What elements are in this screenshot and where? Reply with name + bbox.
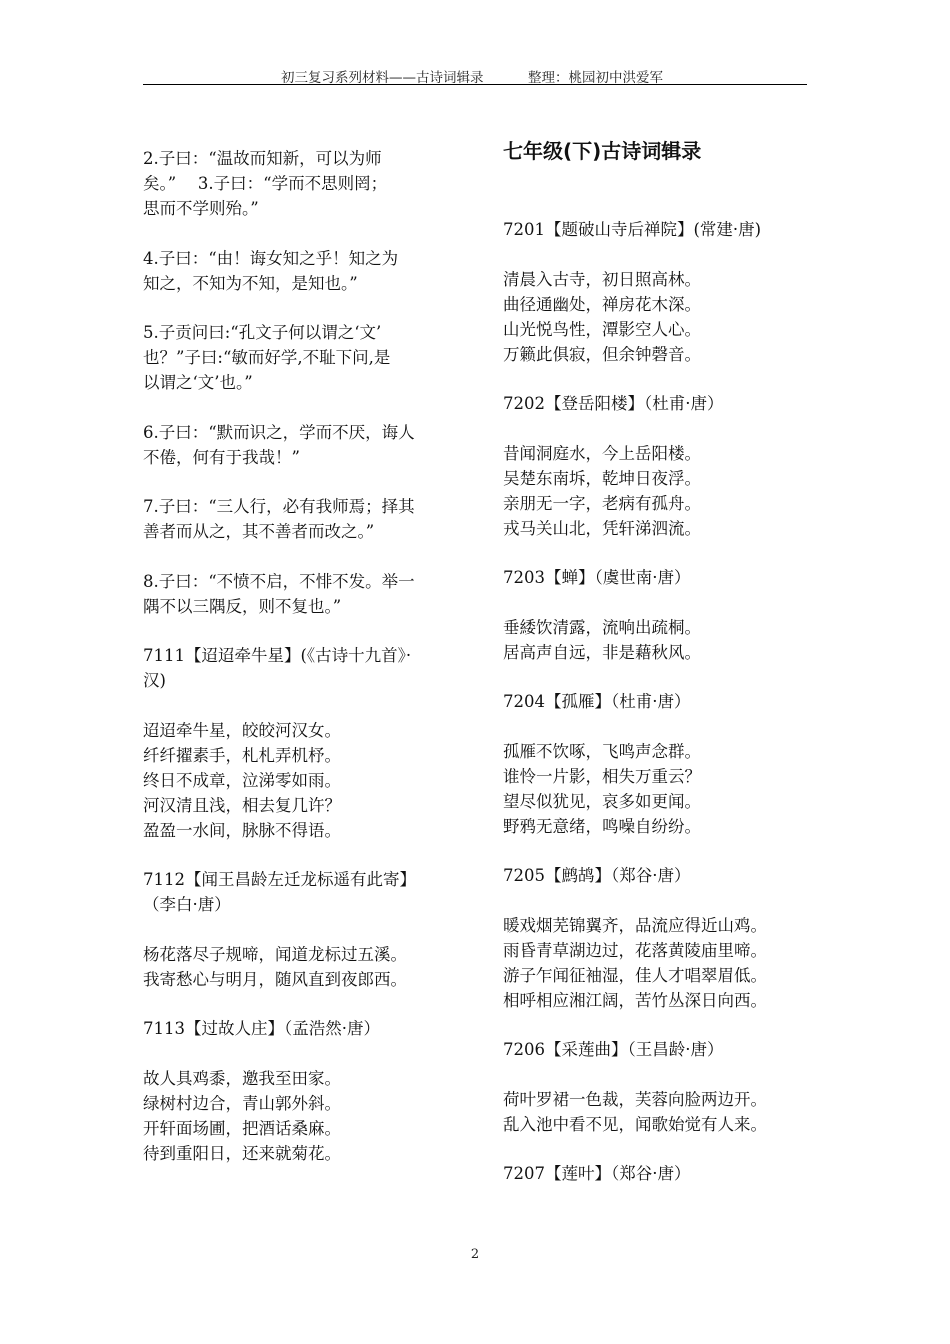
poem-body bbox=[143, 1066, 455, 1166]
poem-heading bbox=[503, 863, 815, 888]
poem-line: 吴楚东南坼，乾坤日夜浮。 bbox=[503, 468, 701, 488]
poem-title: 7203【蝉】（虞世南·唐） bbox=[503, 568, 691, 587]
poem-line: 昔闻洞庭水，今上岳阳楼。 bbox=[503, 443, 701, 463]
poem-line: 垂緌饮清露，流响出疏桐。 bbox=[503, 617, 701, 637]
text-line: 5.子贡问曰:“孔文子何以谓之‘文’ bbox=[143, 323, 382, 342]
poem-title: 7207【莲叶】（郑谷·唐） bbox=[503, 1164, 691, 1183]
poem-title: （李白·唐） bbox=[143, 895, 231, 914]
poem-heading bbox=[503, 217, 815, 242]
header-author: 整理：桃园初中洪爱军 bbox=[528, 70, 663, 86]
spacer bbox=[503, 164, 815, 217]
poem-line: 绿树村边合，青山郭外斜。 bbox=[143, 1093, 341, 1113]
poem-body bbox=[143, 718, 455, 843]
poem-line: 戎马关山北，凭轩涕泗流。 bbox=[503, 518, 701, 538]
poem-title: 7112【闻王昌龄左迁龙标遥有此寄】 bbox=[143, 870, 416, 889]
analects-entry bbox=[143, 246, 455, 296]
text-line: 4.子曰：“由！诲女知之乎！知之为 bbox=[143, 248, 399, 268]
analects-entry bbox=[143, 146, 455, 221]
poem-line: 乱入池中看不见，闻歌始觉有人来。 bbox=[503, 1114, 767, 1134]
text-line: 也？”子曰:“敏而好学,不耻下问,是 bbox=[143, 348, 391, 367]
poem-line: 迢迢牵牛星，皎皎河汉女。 bbox=[143, 720, 341, 740]
poem-body bbox=[503, 615, 815, 665]
poem-title: 7204【孤雁】（杜甫·唐） bbox=[503, 692, 691, 711]
poem-line: 居高声自远，非是藉秋风。 bbox=[503, 642, 701, 662]
poem-line: 暖戏烟芜锦翼齐，品流应得近山鸡。 bbox=[503, 915, 767, 935]
poem-title: 7202【登岳阳楼】（杜甫·唐） bbox=[503, 394, 724, 413]
poem-line: 盈盈一水间，脉脉不得语。 bbox=[143, 820, 341, 840]
poem-line: 荷叶罗裙一色裁，芙蓉向脸两边开。 bbox=[503, 1089, 767, 1109]
poem-body bbox=[503, 1087, 815, 1137]
poem-heading bbox=[503, 1037, 815, 1062]
text-line: 7.子曰：“三人行，必有我师焉；择其 bbox=[143, 497, 415, 516]
poem-line: 待到重阳日，还来就菊花。 bbox=[143, 1143, 341, 1163]
poem-body bbox=[503, 739, 815, 839]
poem-line: 终日不成章，泣涕零如雨。 bbox=[143, 770, 341, 790]
analects-entry bbox=[143, 494, 455, 544]
section-title: 七年级(下)古诗词辑录 bbox=[503, 139, 702, 163]
poem-title: 7111【迢迢牵牛星】(《古诗十九首》· bbox=[143, 646, 412, 665]
poem-body bbox=[503, 913, 815, 1013]
poem-line: 亲朋无一字，老病有孤舟。 bbox=[503, 493, 701, 513]
poem-heading bbox=[503, 1161, 815, 1186]
text-line: 知之，不知为不知，是知也。” bbox=[143, 273, 358, 293]
poem-heading bbox=[503, 391, 815, 416]
poem-line: 杨花落尽子规啼，闻道龙标过五溪。 bbox=[143, 944, 407, 964]
poem-line: 清晨入古寺，初日照高林。 bbox=[503, 269, 701, 289]
header-title: 初三复习系列材料——古诗词辑录 bbox=[281, 70, 484, 86]
poem-line: 谁怜一片影，相失万重云？ bbox=[503, 766, 701, 786]
poem-line: 万籁此俱寂，但余钟磬音。 bbox=[503, 344, 701, 364]
analects-entry bbox=[143, 569, 455, 619]
text-line: 8.子曰：“不愤不启，不悱不发。举一 bbox=[143, 571, 415, 591]
poem-line: 望尽似犹见，哀多如更闻。 bbox=[503, 791, 701, 811]
poem-body bbox=[143, 942, 455, 992]
poem-body bbox=[503, 441, 815, 541]
analects-entry bbox=[143, 320, 455, 395]
poem-line: 河汉清且浅，相去复几许？ bbox=[143, 795, 341, 815]
right-column bbox=[503, 139, 815, 1211]
poem-title: 汉) bbox=[143, 671, 166, 690]
poem-heading bbox=[503, 689, 815, 714]
text-line: 2.子曰：“温故而知新，可以为师 bbox=[143, 149, 382, 168]
poem-line: 野鸦无意绪，鸣噪自纷纷。 bbox=[503, 816, 701, 836]
text-line: 思而不学则殆。” bbox=[143, 199, 259, 218]
poem-heading bbox=[143, 1016, 455, 1041]
poem-title: 7201【题破山寺后禅院】(常建·唐) bbox=[503, 220, 762, 239]
text-line: 不倦，何有于我哉！” bbox=[143, 447, 300, 467]
text-line: 以谓之‘文’也。” bbox=[143, 373, 253, 392]
text-line: 6.子曰：“默而识之，学而不厌，诲人 bbox=[143, 422, 415, 442]
poem-line: 纤纤擢素手，札札弄机杼。 bbox=[143, 745, 341, 765]
text-line: 矣。” 3.子曰：“学而不思则罔； bbox=[143, 174, 388, 193]
poem-title: 7206【采莲曲】（王昌龄·唐） bbox=[503, 1040, 724, 1059]
poem-line: 孤雁不饮啄，飞鸣声念群。 bbox=[503, 741, 701, 761]
poem-title: 7205【鹧鸪】（郑谷·唐） bbox=[503, 866, 691, 885]
poem-line: 山光悦鸟性，潭影空人心。 bbox=[503, 319, 701, 339]
poem-title: 7113【过故人庄】（孟浩然·唐） bbox=[143, 1019, 380, 1038]
poem-line: 相呼相应湘江阔，苦竹丛深日向西。 bbox=[503, 990, 767, 1010]
text-line: 善者而从之，其不善者而改之。” bbox=[143, 522, 375, 541]
poem-line: 故人具鸡黍，邀我至田家。 bbox=[143, 1068, 341, 1088]
poem-heading bbox=[503, 565, 815, 590]
poem-line: 我寄愁心与明月，随风直到夜郎西。 bbox=[143, 969, 407, 989]
poem-line: 雨昏青草湖边过，花落黄陵庙里啼。 bbox=[503, 940, 767, 960]
page-number: 2 bbox=[470, 1247, 480, 1262]
text-line: 隅不以三隅反，则不复也。” bbox=[143, 596, 342, 616]
poem-line: 游子乍闻征袖湿，佳人才唱翠眉低。 bbox=[503, 965, 767, 985]
poem-line: 曲径通幽处，禅房花木深。 bbox=[503, 294, 701, 314]
page-header bbox=[143, 64, 807, 85]
poem-body bbox=[503, 267, 815, 367]
left-column bbox=[143, 146, 455, 1190]
poem-heading bbox=[143, 643, 455, 693]
poem-line: 开轩面场圃，把酒话桑麻。 bbox=[143, 1118, 341, 1138]
poem-heading bbox=[143, 867, 455, 917]
analects-entry bbox=[143, 420, 455, 470]
